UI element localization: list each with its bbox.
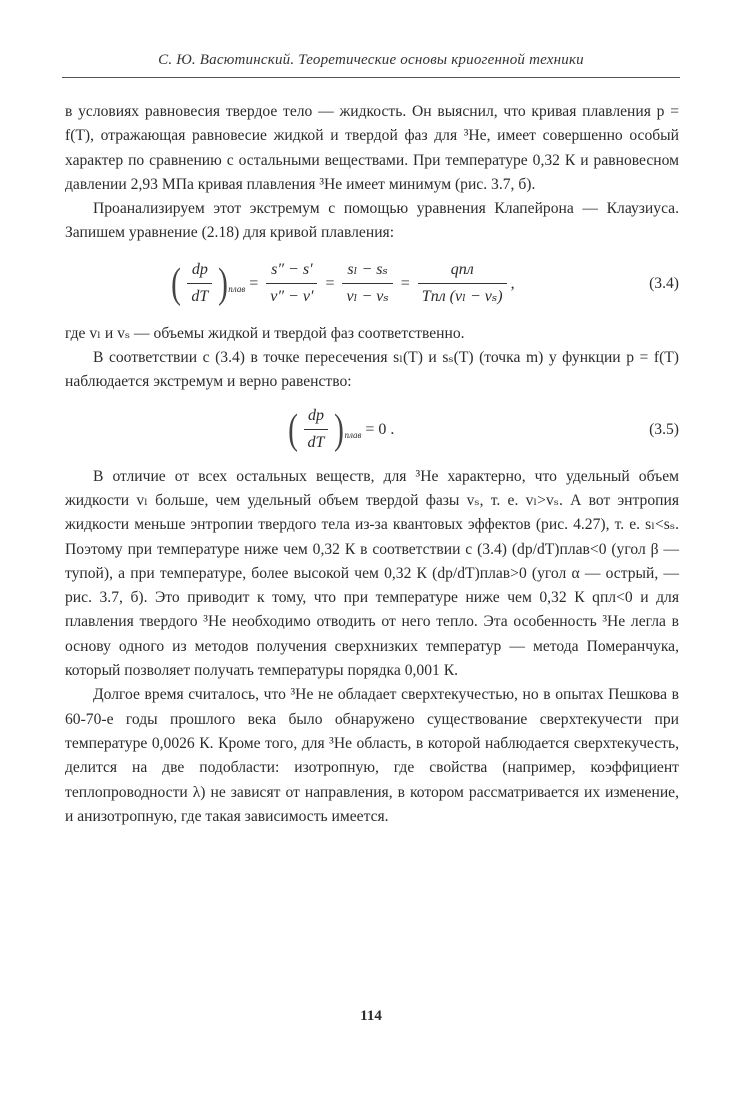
eq34-fraction-2 (342, 258, 392, 310)
eq34-lhs-numerator: dp (191, 260, 208, 278)
page-body (65, 100, 679, 829)
eq34-f1-numerator: s″ − s′ (271, 260, 313, 278)
eq35-lhs: ( $\frac{dp}{dT}$ ) плав (286, 404, 362, 456)
equation-3-5-body (65, 395, 619, 465)
eq34-f3-numerator: qпл (450, 260, 474, 278)
page-number: 114 (360, 1008, 382, 1024)
paragraph-3: где vₗ и vₛ — объемы жидкой и твердой фаз соответственно. (65, 324, 465, 342)
eq35-lhs-subscript: плав (344, 430, 362, 441)
running-header: С. Ю. Васютинский. Теоретические основы криогенной техники (158, 52, 584, 68)
equation-number-3-5: (3.5) (649, 420, 679, 438)
equation-3-5 (65, 395, 679, 465)
eq34-f2-numerator: sₗ − sₛ (347, 260, 388, 278)
eq34-fraction-3 (418, 258, 507, 310)
eq34-f1-denominator: v″ − v′ (266, 283, 317, 309)
equation-3-4 (65, 246, 679, 322)
equation-3-4-body: ( $\frac{dp}{dT}$ ) плав = $\frac{s'' - s'}{v'' - v'}$ = $\frac{\text{sₗ − sₛ}}{\text{vₗ − vₛ}}$ = $\frac{\text{qпл}}{\text{Tпл (vₗ − vₛ)}}$ , (65, 246, 619, 322)
eq34-fraction-1 (266, 258, 317, 310)
equation-number-3-4: (3.4) (649, 274, 679, 292)
paragraph-2: Проанализируем этот экстремум с помощью уравнения Клапейрона — Клаузиуса. Запишем уравнение (2.18) для кривой плавления: (65, 200, 679, 242)
paragraph-6: Долгое время считалось, что ³He не обладает сверхтекучестью, но в опытах Пешкова в 60-70-е годы прошлого века было обнаружено существование сверхтекучести при температуре 0,0026 К. Кроме того, для ³He область, в которой наблюдается сверхтекучесть, делится на две подобласти: изотропную, где свойства (например, коэффициент теплопроводности λ) не зависят от направления, в котором рассматривается их изменение, и анизотропную, где такая зависимость имеется. (65, 686, 679, 825)
eq34-lhs-subscript: плав (228, 284, 246, 295)
header-rule (62, 77, 680, 78)
paragraph-4: В соответствии с (3.4) в точке пересечения sₗ(T) и sₛ(T) (точка m) у функции p = f(T) наблюдается экстремум и верно равенство: (65, 349, 679, 391)
eq34-f3-denominator: Tпл (vₗ − vₛ) (418, 283, 507, 309)
eq35-lhs-numerator: dp (308, 406, 324, 424)
eq34-f2-denominator: vₗ − vₛ (342, 283, 392, 309)
eq35-rhs: = 0 . (365, 420, 395, 438)
paragraph-5: В отличие от всех остальных веществ, для ³He характерно, что удельный объем жидкости vₗ больше, чем удельный объем твердой фазы vₛ, т. е. vₗ>vₛ. А вот энтропия жидкости меньше энтропии твердого тела из-за квантовых эффектов (рис. 4.27), т. е. sₗ<sₛ. Поэтому при температуре ниже чем 0,32 К в соответствии с (3.4) (dp/dT)плав<0 (угол β — тупой), а при температуре, более высокой чем 0,32 К (dp/dT)плав>0 (угол α — острый, — рис. 3.7, б). Это приводит к тому, что при температуре ниже чем 0,32 К qпл<0 и для плавления твердого ³He необходимо отводить от него тепло. Эта особенность ³He легла в основу одного из методов получения сверхнизких температур — метода Померанчука, который позволяет получать температуры порядка 0,001 К. (65, 467, 679, 680)
eq34-lhs-denominator: dT (187, 283, 212, 309)
eq34-lhs: ( $\frac{dp}{dT}$ ) плав (169, 258, 245, 310)
eq35-lhs-denominator: dT (304, 429, 329, 455)
eq34-tail: , (510, 274, 515, 292)
paragraph-1: в условиях равновесия твердое тело — жидкость. Он выяснил, что кривая плавления p = f(T), отражающая равновесие жидкой и твердой фаз для ³He, имеет совершенно особый характер по сравнению с остальными веществами. При температуре 0,32 К и равновесном давлении 2,93 МПа кривая плавления ³He имеет минимум (рис. 3.7, б). (65, 103, 679, 193)
